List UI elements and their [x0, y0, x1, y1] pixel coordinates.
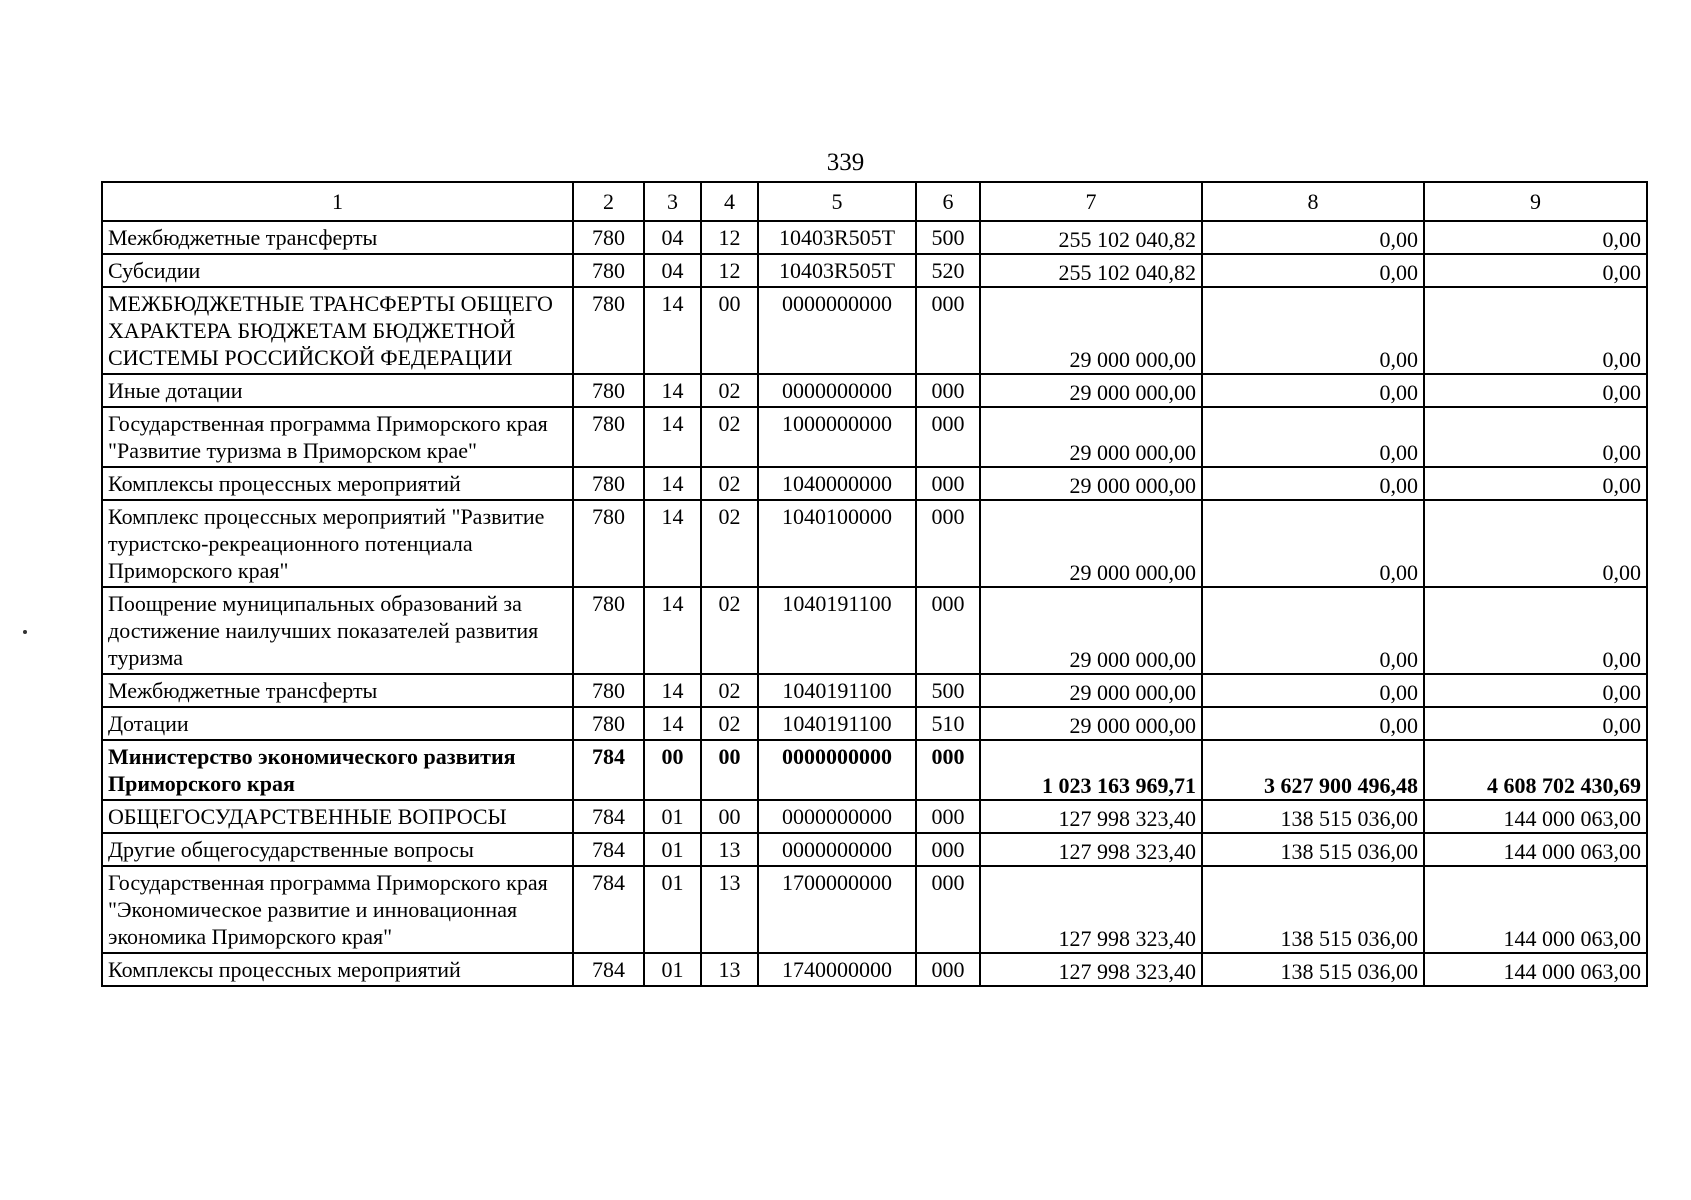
row-name: Государственная программа Приморского края "Развитие туризма в Приморском крае" [102, 407, 573, 467]
column-header: 8 [1202, 182, 1424, 221]
table-row [102, 467, 1647, 500]
amount-col-7: 29 000 000,00 [980, 287, 1202, 374]
amount-col-7: 29 000 000,00 [980, 374, 1202, 407]
row-name: Субсидии [102, 254, 573, 287]
code-col-4: 02 [701, 407, 758, 467]
code-col-6: 000 [916, 587, 980, 674]
amount-col-8: 0,00 [1202, 254, 1424, 287]
code-col-4: 00 [701, 800, 758, 833]
table-row [102, 287, 1647, 374]
code-col-6: 000 [916, 407, 980, 467]
code-col-5: 1000000000 [758, 407, 916, 467]
code-col-6: 000 [916, 740, 980, 800]
amount-col-9: 144 000 063,00 [1424, 953, 1647, 986]
row-name: Комплексы процессных мероприятий [102, 953, 573, 986]
code-col-6: 000 [916, 500, 980, 587]
row-name: МЕЖБЮДЖЕТНЫЕ ТРАНСФЕРТЫ ОБЩЕГО ХАРАКТЕРА БЮДЖЕТАМ БЮДЖЕТНОЙ СИСТЕМЫ РОССИЙСКОЙ ФЕДЕРАЦИИ [102, 287, 573, 374]
table-row [102, 254, 1647, 287]
code-col-6: 000 [916, 287, 980, 374]
amount-col-9: 144 000 063,00 [1424, 833, 1647, 866]
code-col-2: 780 [573, 287, 644, 374]
code-col-4: 02 [701, 467, 758, 500]
row-name: Межбюджетные трансферты [102, 221, 573, 254]
code-col-2: 784 [573, 800, 644, 833]
row-name: Поощрение муниципальных образований за достижение наилучших показателей развития туризма [102, 587, 573, 674]
table-row [102, 587, 1647, 674]
column-header: 7 [980, 182, 1202, 221]
table-row [102, 707, 1647, 740]
code-col-3: 14 [644, 707, 701, 740]
code-col-3: 14 [644, 374, 701, 407]
code-col-3: 01 [644, 953, 701, 986]
amount-col-8: 0,00 [1202, 221, 1424, 254]
amount-col-8: 0,00 [1202, 707, 1424, 740]
amount-col-7: 127 998 323,40 [980, 866, 1202, 953]
column-number-header-row [102, 182, 1647, 221]
code-col-3: 14 [644, 407, 701, 467]
code-col-2: 780 [573, 500, 644, 587]
amount-col-8: 0,00 [1202, 587, 1424, 674]
code-col-4: 02 [701, 707, 758, 740]
amount-col-8: 0,00 [1202, 287, 1424, 374]
amount-col-9: 0,00 [1424, 407, 1647, 467]
code-col-4: 13 [701, 833, 758, 866]
amount-col-7: 127 998 323,40 [980, 833, 1202, 866]
budget-table [101, 181, 1648, 987]
code-col-4: 00 [701, 740, 758, 800]
column-header: 9 [1424, 182, 1647, 221]
table-row [102, 374, 1647, 407]
code-col-5: 1040191100 [758, 674, 916, 707]
code-col-4: 02 [701, 500, 758, 587]
column-header: 6 [916, 182, 980, 221]
amount-col-8: 138 515 036,00 [1202, 833, 1424, 866]
amount-col-7: 127 998 323,40 [980, 953, 1202, 986]
code-col-6: 000 [916, 866, 980, 953]
code-col-3: 14 [644, 674, 701, 707]
code-col-5: 0000000000 [758, 287, 916, 374]
table-row [102, 500, 1647, 587]
row-name: Межбюджетные трансферты [102, 674, 573, 707]
amount-col-7: 1 023 163 969,71 [980, 740, 1202, 800]
code-col-3: 04 [644, 254, 701, 287]
code-col-3: 04 [644, 221, 701, 254]
code-col-3: 00 [644, 740, 701, 800]
row-name: Комплексы процессных мероприятий [102, 467, 573, 500]
code-col-2: 784 [573, 740, 644, 800]
amount-col-7: 29 000 000,00 [980, 467, 1202, 500]
amount-col-9: 144 000 063,00 [1424, 800, 1647, 833]
code-col-6: 000 [916, 800, 980, 833]
code-col-6: 510 [916, 707, 980, 740]
amount-col-9: 0,00 [1424, 254, 1647, 287]
code-col-4: 13 [701, 953, 758, 986]
code-col-3: 14 [644, 500, 701, 587]
code-col-2: 780 [573, 674, 644, 707]
code-col-6: 520 [916, 254, 980, 287]
amount-col-9: 0,00 [1424, 500, 1647, 587]
amount-col-7: 255 102 040,82 [980, 221, 1202, 254]
table-row [102, 740, 1647, 800]
code-col-5: 1740000000 [758, 953, 916, 986]
code-col-5: 0000000000 [758, 833, 916, 866]
column-header: 2 [573, 182, 644, 221]
code-col-2: 784 [573, 833, 644, 866]
column-header: 5 [758, 182, 916, 221]
column-header: 3 [644, 182, 701, 221]
amount-col-8: 0,00 [1202, 374, 1424, 407]
amount-col-8: 0,00 [1202, 674, 1424, 707]
code-col-2: 780 [573, 707, 644, 740]
column-header: 4 [701, 182, 758, 221]
amount-col-8: 0,00 [1202, 407, 1424, 467]
row-name: Иные дотации [102, 374, 573, 407]
amount-col-9: 0,00 [1424, 587, 1647, 674]
code-col-5: 1040000000 [758, 467, 916, 500]
table-row [102, 800, 1647, 833]
code-col-4: 02 [701, 674, 758, 707]
code-col-2: 780 [573, 221, 644, 254]
amount-col-8: 138 515 036,00 [1202, 866, 1424, 953]
code-col-3: 01 [644, 866, 701, 953]
table-row [102, 674, 1647, 707]
code-col-6: 000 [916, 467, 980, 500]
row-name: Комплекс процессных мероприятий "Развитие туристско-рекреационного потенциала Приморского края" [102, 500, 573, 587]
amount-col-8: 0,00 [1202, 467, 1424, 500]
code-col-6: 000 [916, 374, 980, 407]
amount-col-8: 3 627 900 496,48 [1202, 740, 1424, 800]
amount-col-9: 4 608 702 430,69 [1424, 740, 1647, 800]
code-col-5: 1040191100 [758, 707, 916, 740]
amount-col-9: 0,00 [1424, 674, 1647, 707]
row-name: Дотации [102, 707, 573, 740]
code-col-6: 500 [916, 221, 980, 254]
row-name: ОБЩЕГОСУДАРСТВЕННЫЕ ВОПРОСЫ [102, 800, 573, 833]
code-col-4: 12 [701, 221, 758, 254]
code-col-5: 10403R505T [758, 221, 916, 254]
code-col-6: 500 [916, 674, 980, 707]
amount-col-8: 138 515 036,00 [1202, 953, 1424, 986]
table-row [102, 407, 1647, 467]
code-col-4: 02 [701, 374, 758, 407]
row-name: Государственная программа Приморского края "Экономическое развитие и инновационная экономика Приморского края" [102, 866, 573, 953]
amount-col-7: 127 998 323,40 [980, 800, 1202, 833]
amount-col-9: 0,00 [1424, 287, 1647, 374]
code-col-2: 780 [573, 254, 644, 287]
amount-col-8: 138 515 036,00 [1202, 800, 1424, 833]
code-col-3: 14 [644, 467, 701, 500]
code-col-4: 00 [701, 287, 758, 374]
amount-col-9: 0,00 [1424, 221, 1647, 254]
row-name: Министерство экономического развития Приморского края [102, 740, 573, 800]
code-col-5: 1040191100 [758, 587, 916, 674]
column-header: 1 [102, 182, 573, 221]
code-col-5: 0000000000 [758, 374, 916, 407]
code-col-2: 780 [573, 407, 644, 467]
amount-col-9: 144 000 063,00 [1424, 866, 1647, 953]
amount-col-7: 29 000 000,00 [980, 707, 1202, 740]
code-col-3: 01 [644, 800, 701, 833]
amount-col-7: 29 000 000,00 [980, 500, 1202, 587]
code-col-5: 1040100000 [758, 500, 916, 587]
code-col-3: 14 [644, 587, 701, 674]
code-col-4: 12 [701, 254, 758, 287]
amount-col-8: 0,00 [1202, 500, 1424, 587]
code-col-5: 10403R505T [758, 254, 916, 287]
code-col-2: 784 [573, 953, 644, 986]
code-col-5: 0000000000 [758, 740, 916, 800]
scan-dot-mark [23, 630, 27, 634]
table-row [102, 953, 1647, 986]
code-col-6: 000 [916, 953, 980, 986]
code-col-2: 780 [573, 587, 644, 674]
table-row [102, 866, 1647, 953]
amount-col-9: 0,00 [1424, 467, 1647, 500]
code-col-2: 780 [573, 467, 644, 500]
code-col-2: 784 [573, 866, 644, 953]
amount-col-9: 0,00 [1424, 707, 1647, 740]
code-col-3: 01 [644, 833, 701, 866]
code-col-5: 1700000000 [758, 866, 916, 953]
code-col-5: 0000000000 [758, 800, 916, 833]
table-row [102, 221, 1647, 254]
amount-col-7: 255 102 040,82 [980, 254, 1202, 287]
amount-col-7: 29 000 000,00 [980, 407, 1202, 467]
code-col-2: 780 [573, 374, 644, 407]
code-col-3: 14 [644, 287, 701, 374]
page-number: 339 [826, 149, 865, 176]
code-col-4: 02 [701, 587, 758, 674]
amount-col-7: 29 000 000,00 [980, 587, 1202, 674]
row-name: Другие общегосударственные вопросы [102, 833, 573, 866]
code-col-4: 13 [701, 866, 758, 953]
amount-col-7: 29 000 000,00 [980, 674, 1202, 707]
table-body [102, 182, 1647, 986]
code-col-6: 000 [916, 833, 980, 866]
amount-col-9: 0,00 [1424, 374, 1647, 407]
table-row [102, 833, 1647, 866]
